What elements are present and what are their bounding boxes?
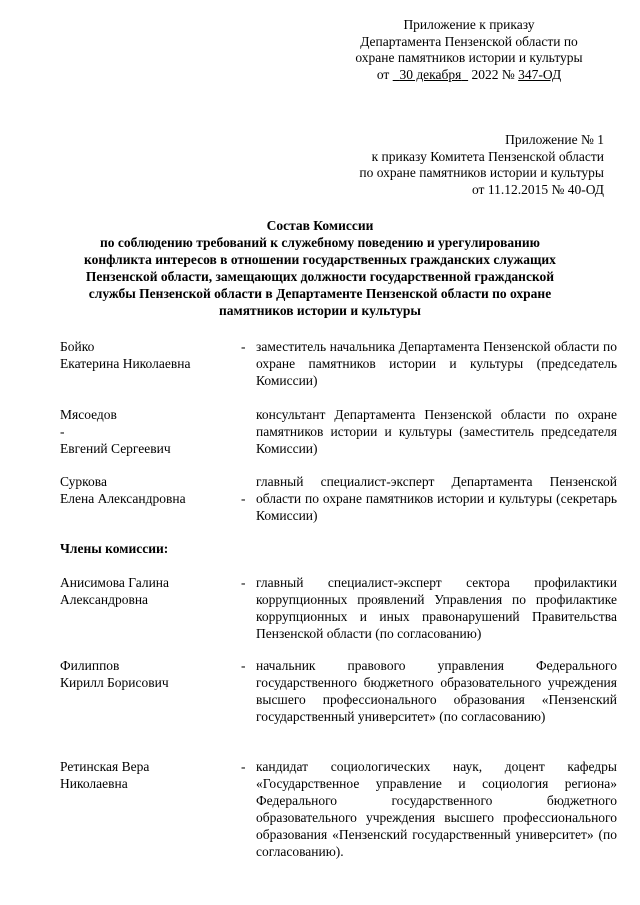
title-line: по соблюдению требований к служебному поведению и урегулированию	[99, 235, 540, 250]
dash-separator: -	[241, 491, 246, 506]
appendix-line: от 11.12.2015 № 40-ОД	[471, 181, 604, 197]
title-line: памятников истории и культуры	[219, 303, 421, 318]
document-title	[60, 217, 580, 319]
member-role: консультант Департамента Пензенской области по охране памятников истории и культуры (заместитель председателя Комиссии)	[256, 407, 617, 456]
order-date-line	[354, 67, 584, 84]
dash-separator: -	[241, 575, 246, 590]
members-heading: Члены комиссии:	[60, 541, 169, 556]
title-line: службы Пензенской области в Департаменте Пензенской области по охране	[88, 286, 552, 301]
title-line: Пензенской области, замещающих должности государственной гражданской	[85, 269, 555, 284]
appendix-line: по охране памятников истории и культуры	[359, 165, 604, 180]
appendix-line: Приложение № 1	[505, 132, 604, 147]
dash-separator: -	[241, 658, 246, 673]
title-line: Состав Комиссии	[266, 218, 374, 233]
order-year: 2022 №	[471, 66, 515, 82]
title-line: конфликта интересов в отношении государственных гражданских служащих	[84, 252, 556, 267]
member-role: заместитель начальника Департамента Пензенской области по охране памятников истории и культуры (председатель Комиссии)	[256, 339, 617, 388]
member-role: главный специалист-эксперт Департамента Пензенской области по охране памятников истории и культуры (секретарь Комиссии)	[256, 474, 617, 523]
appendix-header	[344, 132, 604, 198]
member-role: главный специалист-эксперт сектора профилактики коррупционных проявлений Управления по профилактике коррупционных и иных правонарушений Правительства Пензенской области (по согласованию)	[256, 575, 617, 641]
member-name: Анисимова Галина Александровна	[60, 575, 170, 607]
member-name: Суркова Елена Александровна	[60, 474, 186, 506]
member-name: Мясоедов - Евгений Сергеевич	[60, 407, 171, 456]
order-date: 30 декабря	[399, 66, 462, 82]
member-name: Ретинская Вера Николаевна	[60, 759, 150, 791]
order-number: 347-ОД	[518, 66, 562, 82]
order-header-line: охране памятников истории и культуры	[355, 50, 583, 65]
dash-separator: -	[241, 759, 246, 774]
appendix-line: к приказу Комитета Пензенской области	[371, 148, 604, 164]
member-name: Филиппов Кирилл Борисович	[60, 658, 169, 690]
order-date-prefix: от	[376, 66, 390, 82]
member-name: Бойко Екатерина Николаевна	[60, 339, 191, 371]
order-header	[354, 17, 584, 83]
member-role: кандидат социологических наук, доцент кафедры «Государственное управление и социология региона» Федерального государственного бюджетного образовательного учреждения высшего профессионального образования «Пензенский государственный университет» (по согласованию).	[256, 759, 617, 859]
order-header-line: Приложение к приказу	[403, 17, 535, 32]
order-header-line: Департамента Пензенской области по	[360, 33, 578, 49]
dash-separator: -	[241, 339, 246, 354]
member-role: начальник правового управления Федерального государственного бюджетного образовательного учреждения высшего профессионального образования «Пензенский государственный университет» (по согласованию)	[256, 658, 617, 724]
